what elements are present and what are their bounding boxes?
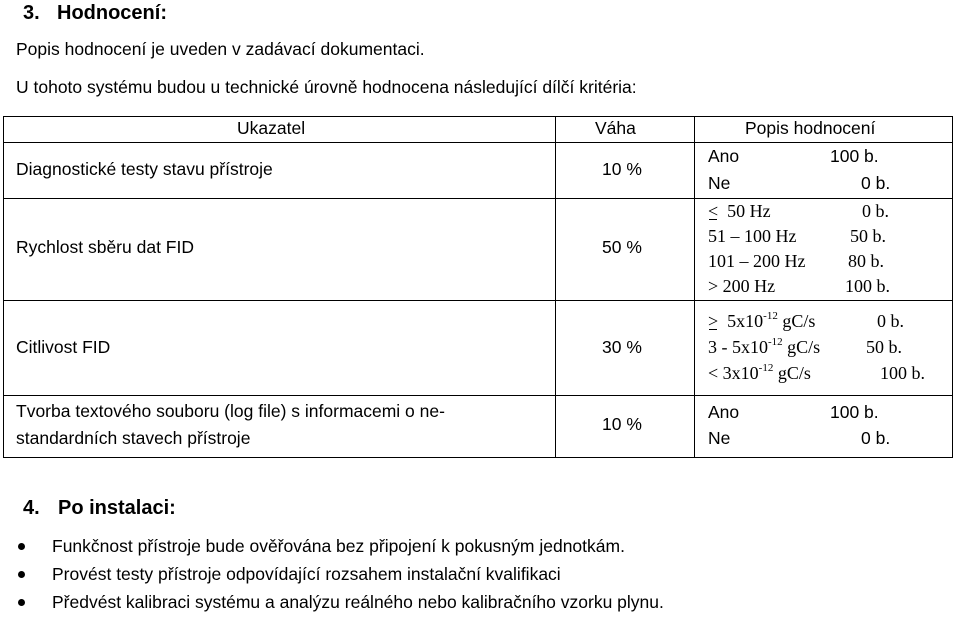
row-4-criterion-line-1: Tvorba textového souboru (log file) s informacemi o ne-	[16, 401, 445, 421]
row-1-option-1-points: 100 b.	[830, 146, 879, 166]
row-4-option-2-points: 0 b.	[861, 428, 891, 448]
row-1-option-2-label: Ne	[708, 173, 731, 193]
header-indicator: Ukazatel	[237, 118, 306, 138]
intro-line-2: U tohoto systému budou u technické úrovně hodnocena následující dílčí kritéria:	[16, 77, 637, 97]
row-2-option-2-points: 50 b.	[850, 226, 886, 246]
row-2-option-4-label: > 200 Hz	[708, 276, 776, 296]
row-3-weight: 30 %	[602, 337, 642, 357]
row-3-option-1-points: 0 b.	[877, 311, 904, 331]
row-4-option-2-label: Ne	[708, 428, 731, 448]
row-3-option-3-points: 100 b.	[880, 363, 925, 383]
row-2-option-1-label: < 50 Hz	[708, 201, 771, 221]
section-3-number: 3.	[23, 2, 40, 24]
row-2-criterion: Rychlost sběru dat FID	[16, 237, 194, 257]
less-equal-sign-icon: <	[708, 201, 719, 221]
row-4-option-1-label: Ano	[708, 402, 740, 422]
row-2-option-4-points: 100 b.	[845, 276, 890, 296]
header-weight: Váha	[595, 118, 636, 138]
list-item: Provést testy přístroje odpovídající rozsahem instalační kvalifikaci	[0, 560, 664, 588]
list-item: Předvést kalibraci systému a analýzu reálného nebo kalibračního vzorku plynu.	[0, 588, 664, 616]
row-2-option-2-label: 51 – 100 Hz	[708, 226, 797, 246]
row-2-weight: 50 %	[602, 237, 642, 257]
row-1-weight: 10 %	[602, 159, 642, 179]
row-4-criterion-line-2: standardních stavech přístroje	[16, 428, 251, 448]
row-3-option-3-label: < $3x10^{-12}$ gC/s	[708, 362, 811, 383]
row-1-option-1-label: Ano	[708, 146, 740, 166]
row-2-option-1-points: 0 b.	[862, 201, 889, 221]
row-3-option-2-label: $3 - 5x10^{-12}$ gC/s	[708, 336, 821, 357]
greater-equal-sign-icon: >	[708, 311, 719, 331]
section-4-title: Po instalaci:	[58, 497, 176, 519]
row-1-criterion: Diagnostické testy stavu přístroje	[16, 159, 273, 179]
row-3-option-2-points: 50 b.	[866, 337, 902, 357]
post-install-list	[0, 532, 664, 616]
row-4-weight: 10 %	[602, 414, 642, 434]
list-item: Funkčnost přístroje bude ověřována bez připojení k pokusným jednotkám.	[0, 532, 664, 560]
row-2-option-3-label: 101 – 200 Hz	[708, 251, 806, 271]
row-3-criterion: Citlivost FID	[16, 337, 111, 357]
row-1-option-2-points: 0 b.	[861, 173, 891, 193]
row-3-option-1-label: > $5x10^{-12}$ gC/s	[708, 310, 816, 331]
header-scoring: Popis hodnocení	[745, 118, 876, 138]
section-4-number: 4.	[23, 497, 40, 519]
section-3-title: Hodnocení:	[57, 2, 167, 24]
intro-line-1: Popis hodnocení je uveden v zadávací dokumentaci.	[16, 39, 425, 59]
row-4-option-1-points: 100 b.	[830, 402, 879, 422]
row-2-option-3-points: 80 b.	[848, 251, 884, 271]
